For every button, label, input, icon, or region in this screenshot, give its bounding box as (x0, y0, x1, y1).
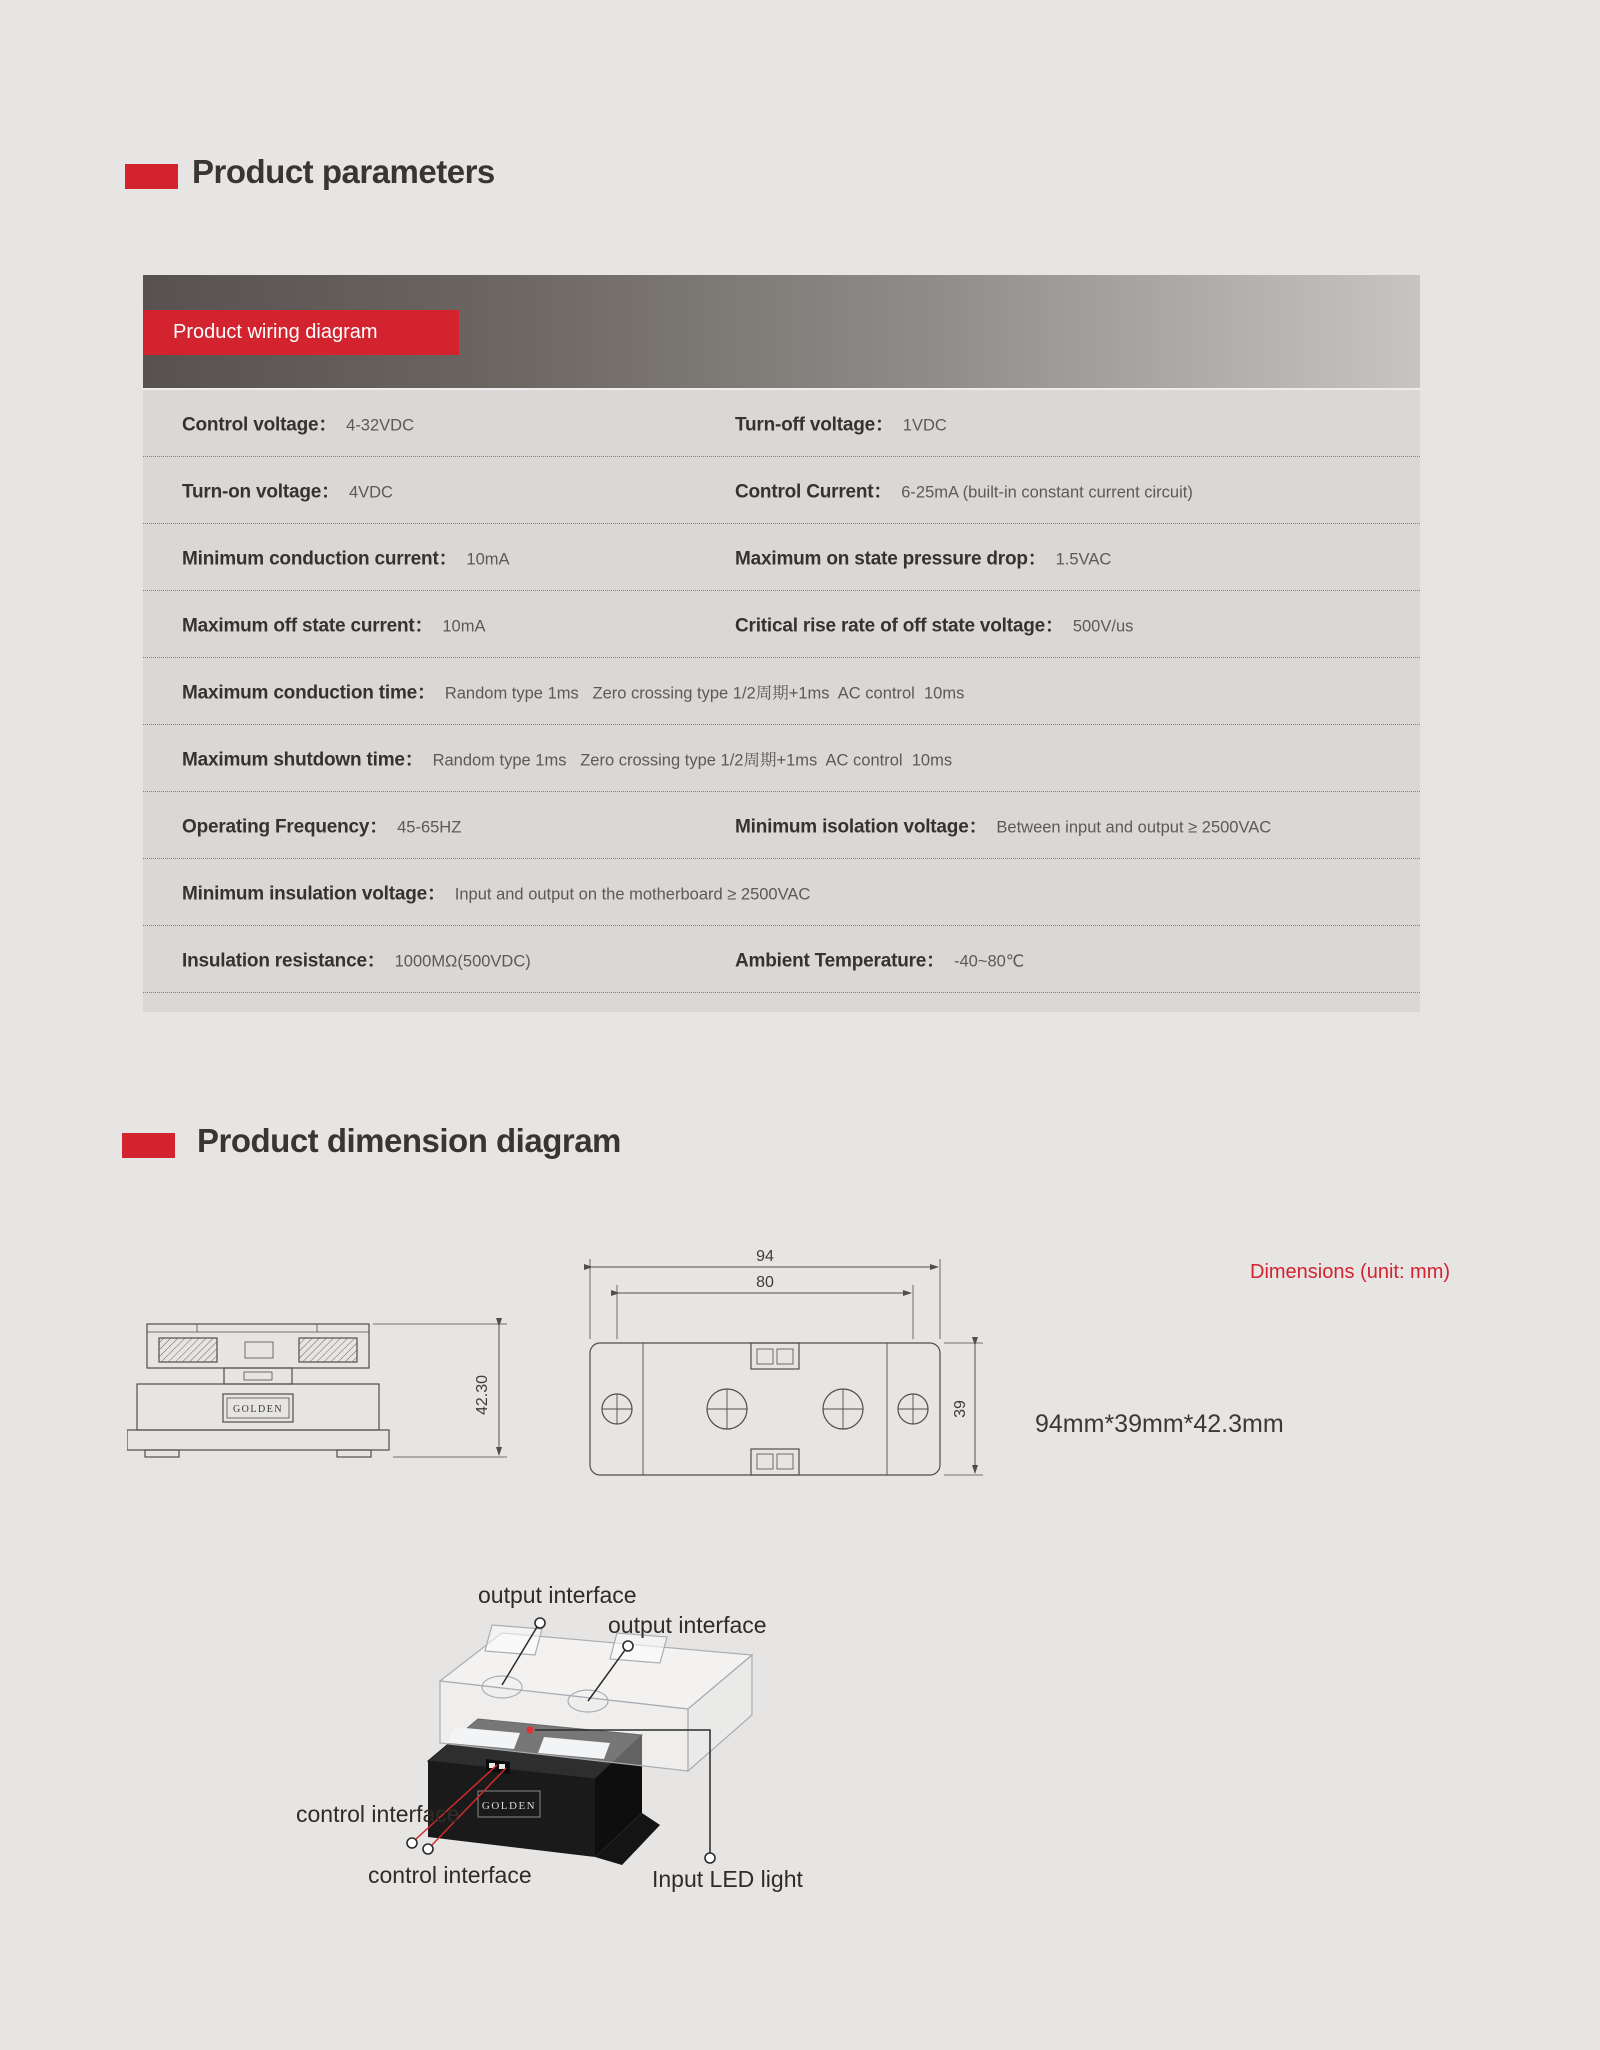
dim-width-inner-label: 80 (756, 1274, 774, 1291)
spec-cell (735, 544, 1111, 571)
spec-label: Insulation resistance： (182, 950, 386, 972)
spec-label: Maximum off state current： (182, 615, 434, 637)
top-view-drawing (555, 1243, 1015, 1488)
spec-label: Critical rise rate of off state voltage： (735, 615, 1064, 637)
spec-cell (735, 946, 1024, 973)
spec-label: Maximum on state pressure drop： (735, 548, 1047, 570)
spec-label: Control voltage： (182, 414, 338, 436)
table-row (143, 390, 1420, 457)
dim-depth-label: 39 (952, 1400, 969, 1418)
spec-label: Operating Frequency： (182, 816, 389, 838)
table-row (143, 524, 1420, 591)
callout-dot-led (705, 1853, 715, 1863)
spec-label: Minimum isolation voltage： (735, 816, 988, 838)
led-indicator (527, 1727, 534, 1734)
spec-value: 6-25mA (built-in constant current circuit) (901, 483, 1193, 502)
wiring-diagram-tab: Product wiring diagram (143, 310, 459, 355)
spec-value: 4VDC (348, 483, 393, 502)
spec-cell (182, 544, 510, 571)
spec-value: 4-32VDC (346, 416, 415, 435)
brand-text-product: GOLDEN (481, 1800, 537, 1812)
spec-cell (182, 946, 531, 973)
section-title-parameters: Product parameters (192, 153, 495, 190)
spec-label: Minimum conduction current： (182, 548, 458, 570)
spec-cell (182, 678, 964, 705)
spec-cell (182, 812, 461, 839)
dim-height-label: 42.30 (474, 1374, 491, 1416)
spec-cell (182, 879, 810, 906)
spec-label: Turn-off voltage： (735, 414, 894, 436)
spec-label: Ambient Temperature： (735, 950, 945, 972)
spec-label: Turn-on voltage： (182, 481, 340, 503)
callout-input-led-light: Input LED light (652, 1866, 803, 1892)
section-accent-bar (122, 1133, 175, 1158)
spec-label: Control Current： (735, 481, 893, 503)
spec-value: Between input and output ≥ 2500VAC (996, 818, 1272, 837)
section-accent-bar (125, 164, 178, 189)
callout-dot-control-1 (407, 1838, 417, 1848)
spec-value: 1VDC (902, 416, 947, 435)
table-row (143, 859, 1420, 926)
spec-value: -40~80℃ (953, 952, 1025, 971)
spec-table-header (143, 275, 1420, 388)
spec-value: 45-65HZ (397, 818, 462, 837)
spec-cell (182, 611, 485, 638)
overall-size-text: 94mm*39mm*42.3mm (1035, 1410, 1284, 1438)
spec-cell (735, 812, 1271, 839)
dim-width-outer-label: 94 (756, 1248, 774, 1265)
spec-value: 10mA (442, 617, 486, 636)
spec-value: 1.5VAC (1055, 550, 1112, 569)
spec-label: Maximum shutdown time： (182, 749, 424, 771)
spec-cell (182, 410, 414, 437)
spec-value: Input and output on the motherboard ≥ 2500VAC (454, 885, 811, 904)
spec-value: Random type 1ms Zero crossing type 1/2周期+1ms AC control 10ms (444, 684, 965, 703)
front-view-drawing (127, 1318, 527, 1488)
callout-control-interface-2: control interface (368, 1862, 532, 1888)
table-row (143, 591, 1420, 658)
callout-dot-output-2 (623, 1641, 633, 1651)
spec-table-body (143, 388, 1420, 1012)
spec-cell (182, 745, 952, 772)
spec-label: Minimum insulation voltage： (182, 883, 446, 905)
callout-dot-output-1 (535, 1618, 545, 1628)
callout-dot-control-2 (423, 1844, 433, 1854)
spec-value: 500V/us (1072, 617, 1134, 636)
spec-cell (735, 611, 1133, 638)
spec-table (143, 275, 1420, 1012)
callout-output-interface-2: output interface (608, 1612, 767, 1638)
spec-cell (735, 410, 947, 437)
table-row (143, 457, 1420, 524)
table-row (143, 926, 1420, 993)
dimension-unit-note: Dimensions (unit: mm) (1250, 1261, 1451, 1283)
table-row (143, 792, 1420, 859)
spec-label: Maximum conduction time： (182, 682, 436, 704)
section-title-dimensions: Product dimension diagram (197, 1122, 621, 1159)
spec-cell (182, 477, 393, 504)
spec-value: 1000MΩ(500VDC) (394, 952, 531, 971)
spec-value: Random type 1ms Zero crossing type 1/2周期+1ms AC control 10ms (432, 751, 953, 770)
spec-value: 10mA (466, 550, 510, 569)
callout-output-interface-1: output interface (478, 1582, 637, 1608)
callout-control-interface-1: control interface (296, 1801, 460, 1827)
table-row (143, 658, 1420, 725)
spec-cell (735, 477, 1193, 504)
brand-text-drawing: GOLDEN (232, 1404, 284, 1415)
table-row (143, 725, 1420, 792)
